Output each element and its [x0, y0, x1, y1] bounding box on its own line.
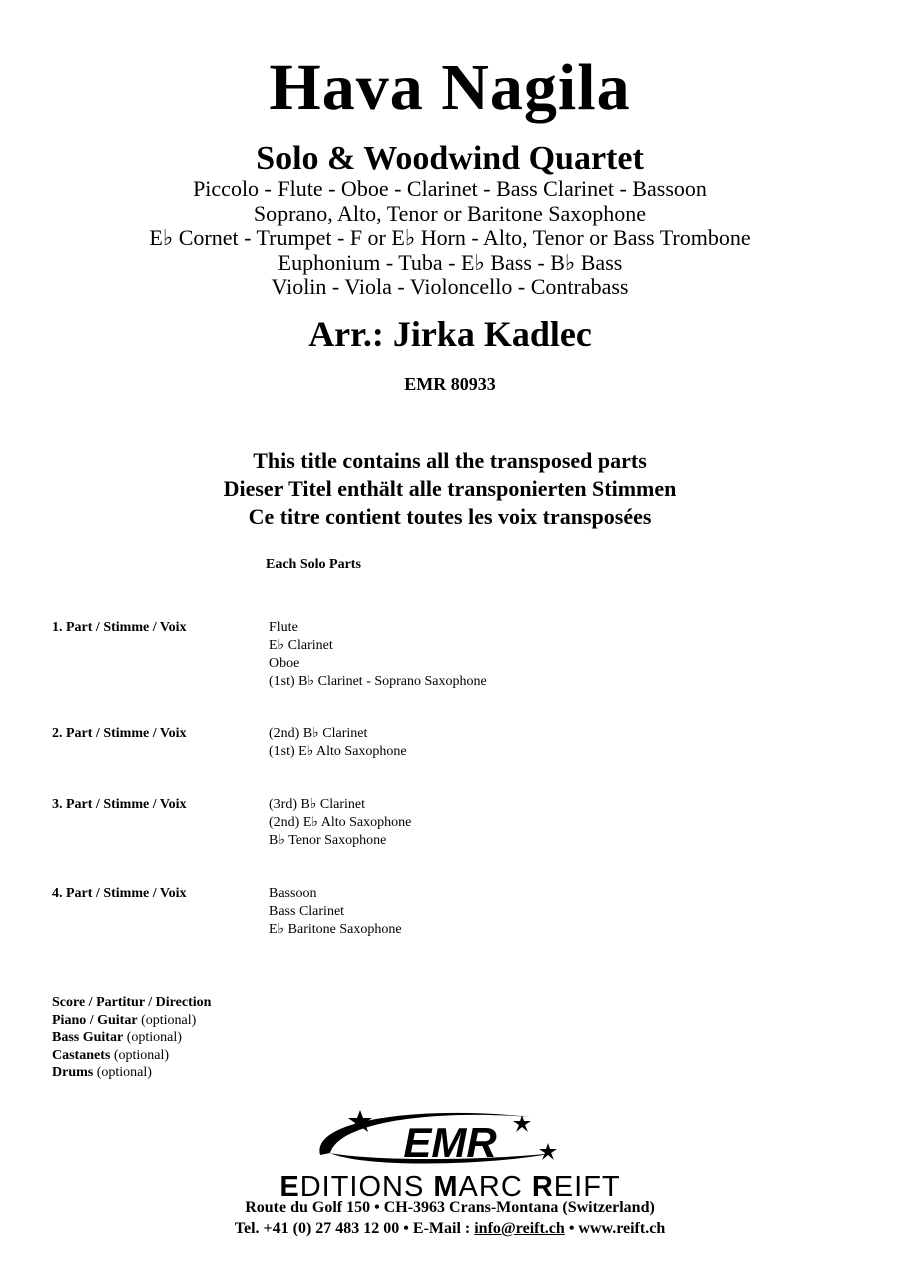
instrument-list: [0, 177, 900, 300]
extra-part: Drums (optional): [52, 1065, 152, 1080]
instrument-line: Soprano, Alto, Tenor or Baritone Saxophone: [253, 200, 647, 226]
instrument-line: Euphonium - Tuba - E♭ Bass - B♭ Bass: [277, 249, 623, 275]
part-2-label: 2. Part / Stimme / Voix: [52, 726, 187, 741]
extra-part: Bass Guitar (optional): [52, 1030, 182, 1045]
logo-star-icon: [539, 1143, 557, 1160]
part-3-instruments: [269, 796, 411, 850]
notice-line: This title contains all the transposed parts: [253, 448, 647, 473]
part-instrument: Oboe: [269, 656, 300, 671]
part-instrument: Bass Clarinet: [269, 904, 345, 919]
part-instrument: (2nd) B♭ Clarinet: [269, 726, 368, 741]
instrument-line: E♭ Cornet - Trumpet - F or E♭ Horn - Alto, Tenor or Bass Trombone: [149, 225, 751, 250]
notice-line: Ce titre contient toutes les voix transposées: [248, 504, 652, 529]
logo-star-icon: [513, 1115, 531, 1132]
part-instrument: (1st) E♭ Alto Saxophone: [269, 744, 407, 759]
catalog-number: EMR 80933: [404, 374, 496, 394]
logo-mark: EMR: [403, 1119, 497, 1166]
part-3-label: 3. Part / Stimme / Voix: [52, 797, 187, 812]
part-instrument: B♭ Tenor Saxophone: [269, 833, 387, 848]
part-instrument: (1st) B♭ Clarinet - Soprano Saxophone: [269, 674, 487, 689]
part-4-label: 4. Part / Stimme / Voix: [52, 886, 187, 901]
transposed-parts-notice: [0, 447, 900, 531]
part-instrument: E♭ Baritone Saxophone: [269, 922, 402, 937]
page-title: Hava Nagila: [269, 51, 631, 124]
part-instrument: Bassoon: [269, 886, 317, 901]
each-solo-parts-heading: Each Solo Parts: [266, 557, 361, 572]
website-link[interactable]: • www.reift.ch: [564, 1220, 666, 1237]
publisher-contact: Tel. +41 (0) 27 483 12 00 • E-Mail : info@reift.ch • www.reift.ch: [234, 1220, 666, 1237]
part-instrument: E♭ Clarinet: [269, 638, 333, 653]
extra-part: Castanets (optional): [52, 1047, 170, 1063]
publisher-name: EDITIONS MARC REIFT: [279, 1171, 621, 1203]
extra-parts-list: [52, 994, 211, 1082]
part-instrument: (2nd) E♭ Alto Saxophone: [269, 815, 412, 830]
publisher-address: Route du Golf 150 • CH-3963 Crans-Montana (Switzerland): [245, 1199, 655, 1216]
arranger: Arr.: Jirka Kadlec: [308, 314, 592, 354]
subtitle: Solo & Woodwind Quartet: [256, 140, 644, 177]
part-2-instruments: [269, 725, 407, 761]
instrument-line: Violin - Viola - Violoncello - Contrabass: [271, 274, 629, 299]
extra-part: Piano / Guitar (optional): [52, 1012, 197, 1028]
notice-line: Dieser Titel enthält alle transponierten Stimmen: [223, 476, 677, 501]
instrument-line: Piccolo - Flute - Oboe - Clarinet - Bass Clarinet - Bassoon: [193, 176, 707, 201]
part-instrument: (3rd) B♭ Clarinet: [269, 797, 366, 812]
part-1-label: 1. Part / Stimme / Voix: [52, 620, 187, 635]
part-1-instruments: [269, 619, 487, 691]
extra-part: Score / Partitur / Direction: [52, 995, 212, 1010]
part-4-instruments: [269, 885, 402, 939]
part-instrument: Flute: [269, 620, 298, 635]
email-link[interactable]: info@reift.ch: [474, 1220, 565, 1237]
